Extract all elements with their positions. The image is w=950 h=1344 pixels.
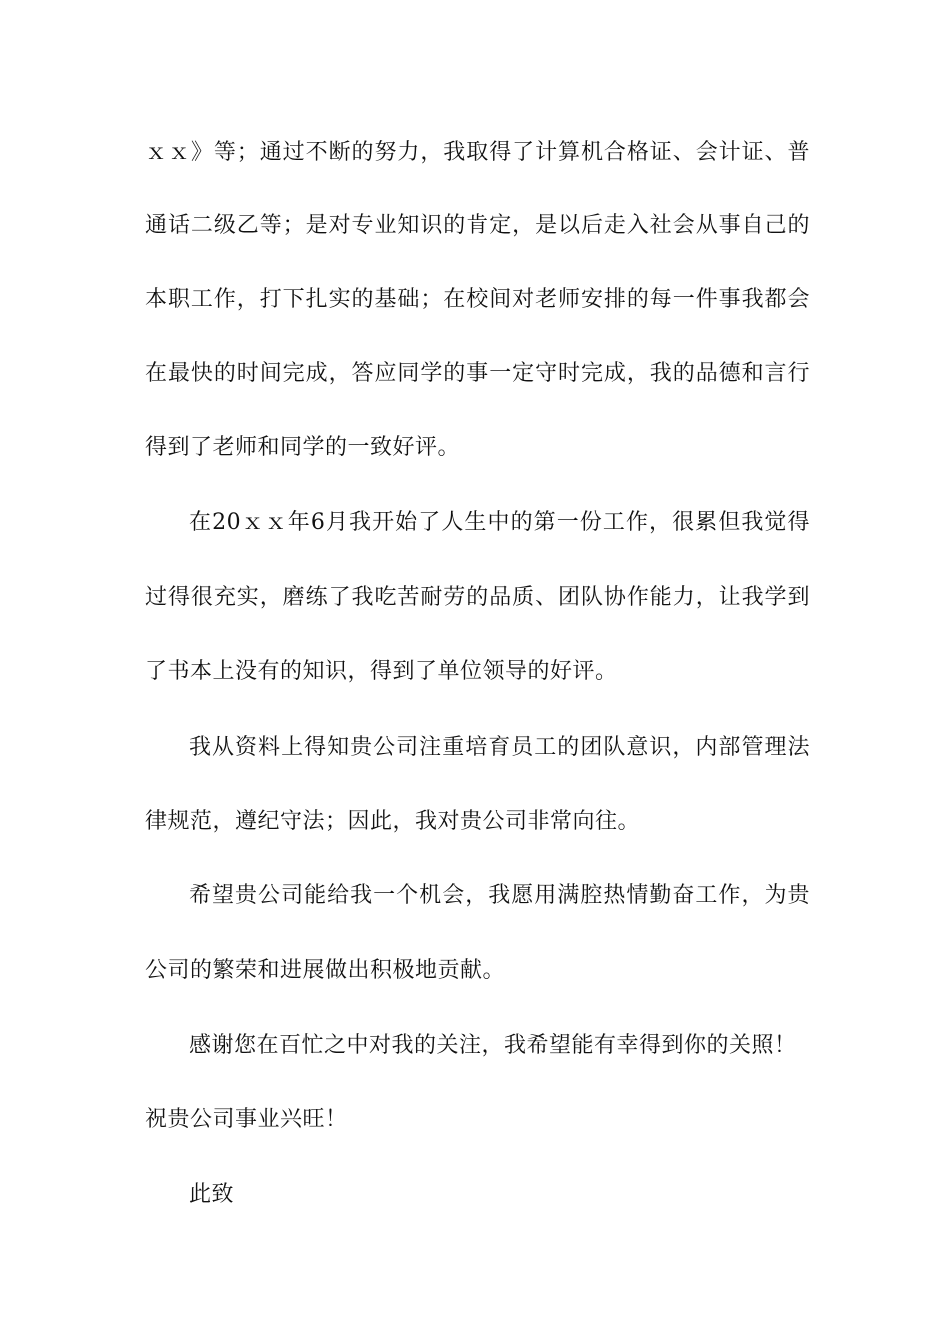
paragraph-line: 感谢您在百忙之中对我的关注，我希望能有幸得到你的关照！: [189, 1033, 797, 1058]
paragraph-line: 通话二级乙等；是对专业知识的肯定，是以后走入社会从事自己的: [145, 213, 810, 238]
paragraph-line: ｘｘ》等；通过不断的努力，我取得了计算机合格证、会计证、普: [145, 140, 810, 165]
paragraph-line: 公司的繁荣和进展做出积极地贡献。: [145, 958, 506, 983]
paragraph-line: 祝贵公司事业兴旺！: [145, 1107, 348, 1132]
closing-line: 此致: [189, 1182, 235, 1207]
paragraph-line: 过得很充实，磨练了我吃苦耐劳的品质、团队协作能力，让我学到: [145, 585, 810, 610]
paragraph-line: 希望贵公司能给我一个机会，我愿用满腔热情勤奋工作，为贵: [189, 883, 810, 908]
paragraph-line: 我从资料上得知贵公司注重培育员工的团队意识，内部管理法: [189, 735, 810, 760]
paragraph-line: 得到了老师和同学的一致好评。: [145, 435, 461, 460]
paragraph-line: 了书本上没有的知识，得到了单位领导的好评。: [145, 659, 618, 684]
paragraph-line: 律规范，遵纪守法；因此，我对贵公司非常向往。: [145, 809, 641, 834]
paragraph-line: 在最快的时间完成，答应同学的事一定守时完成，我的品德和言行: [145, 361, 810, 386]
paragraph-line: 本职工作，打下扎实的基础；在校间对老师安排的每一件事我都会: [145, 287, 810, 312]
paragraph-line: 在20ｘｘ年6月我开始了人生中的第一份工作，很累但我觉得: [189, 510, 810, 535]
